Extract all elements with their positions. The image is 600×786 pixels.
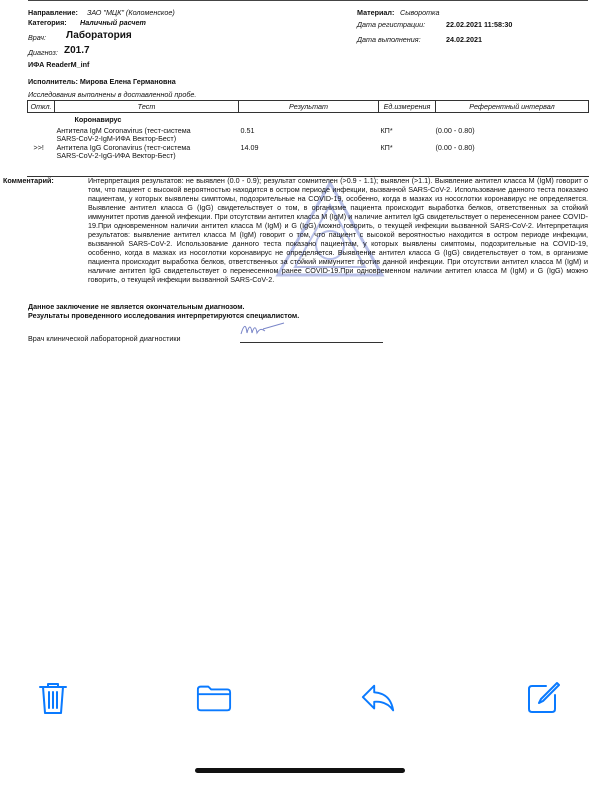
exec-date-value: 24.02.2021 — [446, 35, 482, 44]
row-result: 14.09 — [240, 142, 259, 152]
delete-button[interactable] — [35, 680, 71, 716]
reg-date-value: 22.02.2021 11:58:30 — [446, 20, 513, 29]
section-row — [28, 113, 589, 127]
comments-label: Комментарий: — [3, 176, 54, 185]
category-value: Наличный расчет — [80, 18, 146, 27]
row-flag: >>! — [33, 142, 44, 152]
reg-date-label: Дата регистрации: — [357, 20, 426, 29]
table-header-row — [28, 101, 589, 113]
row-test-line2: SARS-CoV-2-IgG-ИФА Вектор-Бест) — [56, 151, 176, 160]
signature-label: Врач клинической лабораторной диагностики — [28, 334, 181, 343]
department: Лаборатория — [66, 30, 132, 41]
col-unit: Ед.измерения — [379, 101, 436, 113]
compose-icon — [526, 681, 560, 715]
row-unit: КП* — [380, 142, 393, 152]
diagnosis-code: Z01.7 — [64, 45, 90, 56]
row-test-line2: SARS-CoV-2-IgM-ИФА Вектор-Бест) — [56, 134, 177, 143]
signature-line — [240, 342, 383, 343]
home-indicator[interactable] — [195, 768, 405, 773]
reply-button[interactable] — [360, 680, 396, 716]
diagnosis-label: Диагноз: — [28, 48, 58, 57]
doctor-label: Врач: — [28, 33, 47, 42]
row-unit: КП* — [380, 125, 393, 135]
row-reference: (0.00 - 0.80) — [435, 125, 475, 135]
table-row — [28, 127, 589, 144]
disclaimer-line2: Результаты проведенного исследования интерпретируются специалистом. — [28, 311, 300, 320]
executor: Исполнитель: Мирова Елена Германовна — [28, 77, 176, 86]
col-flag: Откл. — [28, 101, 55, 113]
row-result: 0.51 — [240, 125, 255, 135]
folder-icon — [196, 683, 232, 713]
mail-toolbar — [0, 672, 600, 742]
comments-text: Интерпретация результатов: не выявлен (0.0 - 0.9); результат сомнителен (>0.9 - 1.1); выявлен (>1.1). Выявление антител класса M (IgM) говорит о том, что пациент с высокой вероятностью находится в остром периоде инфекции, вызванной SARS-CoV-2. Использование данного теста показано пациентам, у которых выявлены симптомы, подозрительные на COVID-19, особенно, когда в мазках из носоглотки коронавирус не определяется. Выявление антител класса G (IgG) свидетельствует о том, в организме пациента происходит выработка белков, ответственных за стойкий иммунитет против данной инфекции. При отсутствии антител класса M (IgM) и наличие антител IgG свидетельствует о перенесенном ранее COVID-19.При одновременном наличии антител класса M (IgM) и G (IgG) можно говорить, о текущей инфекции вызванной SARS-CoV-2. Интерпретация результатов: выявление антител класса M (IgM) говорит о том, что пациент с высокой вероятностью находится в остром периоде инфекции, вызванной SARS-CoV-2. Использование данного теста показано пациентам, у которых выявлены симптомы, подозрительные на COVID-19, особенно, когда в мазках из носоглотки коронавирус не определяется. Выявление антител класса G (IgG) свидетельствует о том, в организме пациента происходит выработка белков, ответственных за стойкий иммунитет против данной инфекции. При отсутствии антител класса M (IgM) и наличие антител IgG свидетельствует о перенесенном ранее COVID-19.При одновременном наличии антител класса M (IgM) и G (IgG) можно говорить, о текущей инфекции вызванной SARS-CoV-2. — [88, 176, 588, 284]
direction-label: Направление: — [28, 8, 78, 17]
signature-image — [238, 322, 288, 338]
category-label: Категория: — [28, 18, 67, 27]
compose-button[interactable] — [525, 680, 561, 716]
reply-icon — [360, 682, 396, 714]
material-value: Сыворотка — [400, 8, 440, 17]
table-row — [28, 144, 589, 161]
sample-note: Исследования выполнены в доставленной пробе. — [28, 90, 197, 99]
results-table — [27, 100, 589, 161]
exec-date-label: Дата выполнения: — [357, 35, 421, 44]
section-title: Коронавирус — [74, 115, 122, 124]
disclaimer-line1: Данное заключение не является окончательным диагнозом. — [28, 302, 245, 311]
move-to-folder-button[interactable] — [196, 680, 232, 716]
device-name: ИФА ReaderM_inf — [28, 60, 90, 69]
col-result: Результат — [239, 101, 379, 113]
direction-value: ЗАО "МЦК" (Коломенское) — [87, 8, 175, 17]
material-label: Материал: — [357, 8, 395, 17]
top-border — [28, 0, 588, 3]
col-reference: Референтный интервал — [436, 101, 589, 113]
row-test — [55, 127, 239, 144]
row-reference: (0.00 - 0.80) — [435, 142, 475, 152]
row-test-line1: Антитела IgM Coronavirus (тест-система — [56, 125, 191, 135]
row-test — [55, 144, 239, 161]
trash-icon — [38, 681, 68, 715]
row-flag — [28, 127, 55, 144]
row-test-line1: Антитела IgG Coronavirus (тест-система — [56, 142, 191, 152]
col-test: Тест — [55, 101, 239, 113]
